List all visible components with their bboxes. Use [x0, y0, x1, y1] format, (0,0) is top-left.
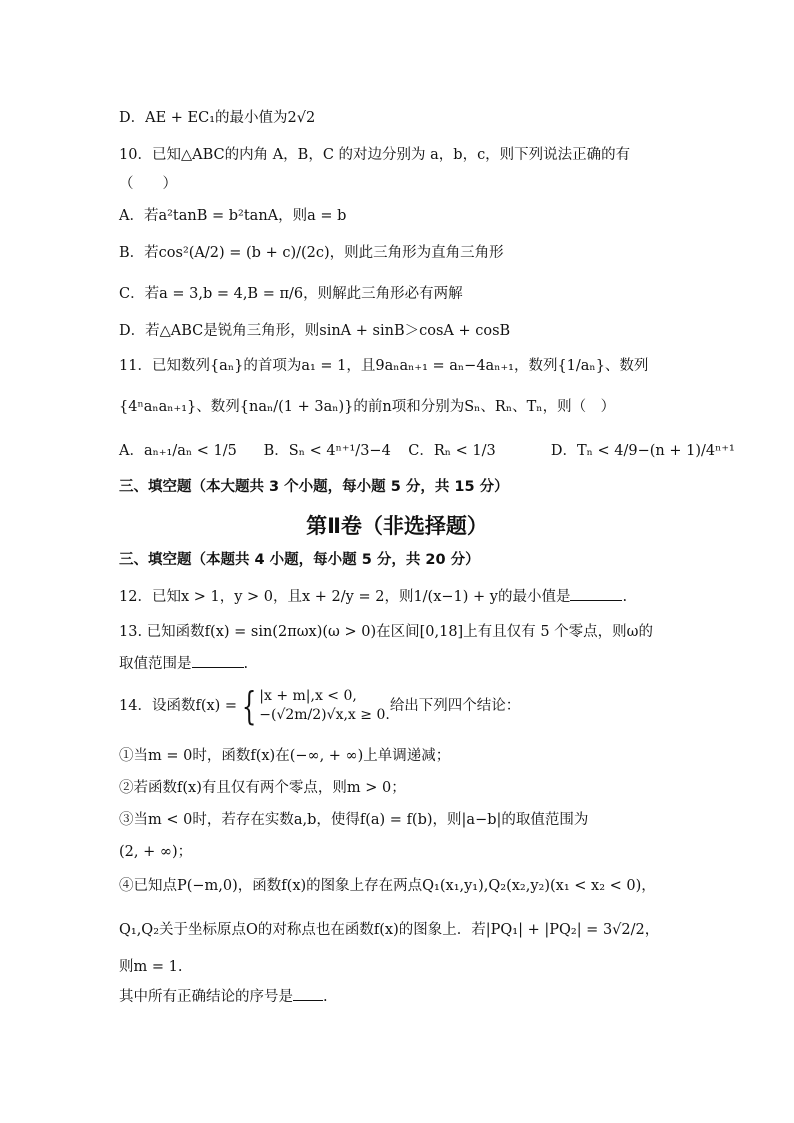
question-11-option-b: B．Sₙ < 4ⁿ⁺¹/3−4: [263, 443, 391, 459]
question-13-line-1: 13. 已知函数f(x) = sin(2πωx)(ω > 0)在区间[0,18]上有且仅有 5 个零点，则ω的: [119, 624, 653, 640]
question-14-prefix: 14．设函数f(x) =: [119, 698, 238, 714]
final-question-text: 其中所有正确结论的序号是: [119, 989, 293, 1005]
conclusion-4-line-2: Q₁,Q₂关于坐标原点O的对称点也在函数f(x)的图象上．若|PQ₁| + |PQ₂| = 3√2/2，: [119, 922, 660, 938]
question-12: [119, 586, 754, 607]
question-10-option-a: A．若a²tanB = b²tanA，则a = b: [119, 208, 347, 224]
question-14-stem: [119, 684, 754, 728]
question-11-option-d: D．Tₙ < 4/9−(n + 1)/4ⁿ⁺¹: [550, 443, 735, 459]
answer-blank: [570, 586, 622, 601]
question-13-period: .: [243, 656, 249, 672]
piecewise-case-1: |x + m|,x < 0,: [259, 688, 357, 704]
question-10-stem: 10．已知△ABC的内角 A，B，C 的对边分别为 a，b，c，则下列说法正确的有: [119, 147, 631, 163]
question-12-period: .: [622, 589, 628, 605]
question-13-text: 取值范围是: [119, 656, 192, 672]
part-two-title: 第Ⅱ卷（非选择题）: [306, 514, 488, 538]
question-11-option-c: C．Rₙ < 1/3: [408, 443, 496, 459]
conclusion-3-line-2: (2, + ∞)；: [119, 844, 193, 860]
question-10-option-d: D．若△ABC是锐角三角形，则sinA + sinB＞cosA + cosB: [119, 323, 511, 339]
piecewise-function: [237, 684, 390, 728]
question-11-stem-1: 11．已知数列{aₙ}的首项为a₁ = 1，且9aₙaₙ₊₁ = aₙ−4aₙ₊₁，数列{1/aₙ}、数列: [119, 358, 649, 374]
conclusion-1: ①当m = 0时，函数f(x)在(−∞, + ∞)上单调递减；: [119, 748, 451, 764]
question-10-option-c: C．若a = 3,b = 4,B = π/6，则解此三角形必有两解: [119, 286, 463, 302]
piecewise-case-2: −(√2m/2)√x,x ≥ 0.: [259, 707, 390, 723]
question-14-suffix: 给出下列四个结论：: [389, 698, 521, 714]
question-12-text: 12．已知x > 1，y > 0，且x + 2/y = 2，则1/(x−1) + y的最小值是: [119, 589, 571, 605]
option-d-prev: D．AE + EC₁的最小值为2√2: [119, 110, 316, 126]
section-heading-fill-blank-1: 三、填空题（本大题共 3 个小题，每小题 5 分，共 15 分）: [119, 479, 509, 495]
question-11-options: [119, 441, 754, 461]
final-question-period: .: [323, 989, 328, 1005]
section-heading-fill-blank-2: 三、填空题（本题共 4 小题，每小题 5 分，共 20 分）: [119, 552, 480, 568]
question-10-option-b: B．若cos²(A/2) = (b + c)/(2c)，则此三角形为直角三角形: [119, 245, 504, 261]
final-question: [119, 986, 754, 1007]
conclusion-3-line-1: ③当m < 0时，若存在实数a,b，使得f(a) = f(b)，则|a−b|的取值范围为: [119, 812, 589, 828]
question-11-option-a: A．aₙ₊₁/aₙ < 1/5: [119, 443, 237, 459]
piecewise-cases: [259, 687, 390, 725]
question-13-line-2: [119, 653, 754, 674]
question-10-paren: （ ）: [119, 176, 177, 192]
answer-blank: [293, 986, 323, 1001]
question-11-stem-2: {4ⁿaₙaₙ₊₁}、数列{naₙ/(1 + 3aₙ)}的前n项和分别为Sₙ、Rₙ、Tₙ，则（ ）: [119, 399, 616, 415]
conclusion-4-line-1: ④已知点P(−m,0)，函数f(x)的图象上存在两点Q₁(x₁,y₁),Q₂(x₂,y₂)(x₁ < x₂ < 0)，: [119, 878, 656, 894]
answer-blank: [192, 653, 244, 668]
conclusion-2: ②若函数f(x)有且仅有两个零点，则m > 0；: [119, 780, 406, 796]
conclusion-4-line-3: 则m = 1.: [119, 959, 183, 975]
brace-icon: {: [241, 684, 257, 728]
